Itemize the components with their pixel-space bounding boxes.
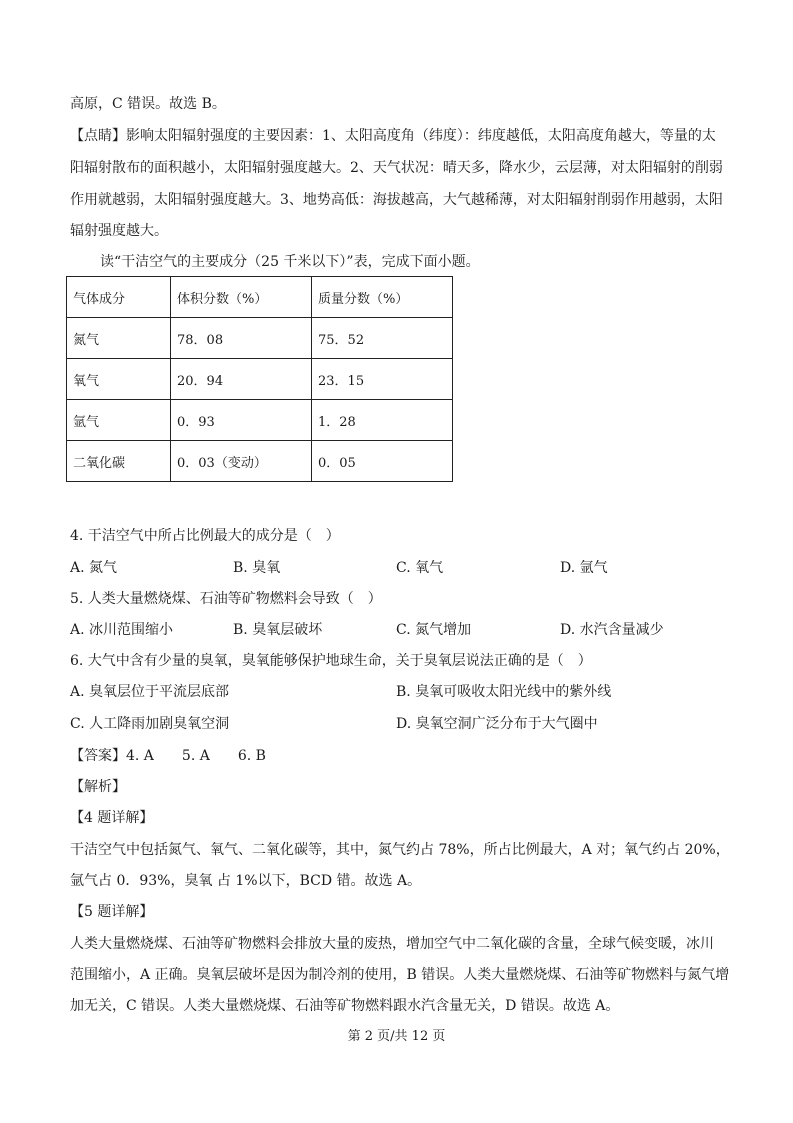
table-row: [67, 318, 453, 359]
q5-option-b: B. 臭氧层破坏: [233, 622, 323, 638]
q5-detail-line-3: 加无关，C 错误。人类大量燃烧煤、石油等矿物燃料跟水汽含量无关，D 错误。故选 A。: [70, 998, 620, 1014]
tip-line-4: 辐射强度越大。: [70, 223, 168, 239]
answer-text: 4. A 5. A 6. B: [126, 748, 266, 764]
table-row: [67, 400, 453, 441]
air-composition-table: [66, 276, 453, 482]
cell-volume: 0．93: [171, 400, 312, 441]
q4-detail-line-1: 干洁空气中包括氮气、氧气、二氧化碳等，其中，氮气约占 78%，所占比例最大，A 对；氧气约占 20%，: [70, 842, 730, 858]
q5-detail-heading: 【5 题详解】: [70, 904, 154, 920]
cell-mass: 0．05: [312, 441, 453, 482]
cell-gas: 氮气: [67, 318, 171, 359]
answer-line: [70, 746, 730, 766]
q6-option-d: D. 臭氧空洞广泛分布于大气圈中: [396, 716, 598, 732]
header-gas: 气体成分: [67, 277, 171, 318]
q5-option-d: D. 水汽含量减少: [560, 622, 664, 638]
analysis-label: 【解析】: [70, 779, 126, 795]
q6-option-b: B. 臭氧可吸收太阳光线中的紫外线: [396, 684, 612, 700]
q5-detail-line-1: 人类大量燃烧煤、石油等矿物燃料会排放大量的废热，增加空气中二氧化碳的含量，全球气候变暖，冰川: [70, 936, 714, 952]
tip-line-1: 【点睛】影响太阳辐射强度的主要因素：1、太阳高度角（纬度）：纬度越低，太阳高度角越大，等量的太: [70, 128, 716, 144]
q4-option-c: C. 氧气: [396, 560, 444, 576]
cell-gas: 二氧化碳: [67, 441, 171, 482]
table-intro: 读“干洁空气的主要成分（25 千米以下）”表，完成下面小题。: [100, 254, 480, 270]
question-5: 5. 人类大量燃烧煤、石油等矿物燃料会导致（ ）: [70, 591, 382, 607]
cell-gas: 氧气: [67, 359, 171, 400]
table-row: [67, 359, 453, 400]
q6-option-c: C. 人工降雨加剧臭氧空洞: [70, 716, 230, 732]
q5-option-a: A. 冰川范围缩小: [70, 622, 174, 638]
intro-line-1: 高原，C 错误。故选 B。: [70, 96, 226, 112]
q5-detail-line-2: 范围缩小，A 正确。臭氧层破坏是因为制冷剂的使用，B 错误。人类大量燃烧煤、石油等矿物燃料与氮气增: [70, 967, 730, 983]
cell-mass: 1．28: [312, 400, 453, 441]
page-footer: 第 2 页/共 12 页: [347, 1029, 446, 1044]
table-header-row: [67, 277, 453, 318]
cell-volume: 78．08: [171, 318, 312, 359]
q4-option-a: A. 氮气: [70, 560, 118, 576]
q4-detail-line-2: 氩气占 0．93%，臭氧 占 1%以下，BCD 错。故选 A。: [70, 873, 422, 889]
cell-gas: 氩气: [67, 400, 171, 441]
q6-option-a: A. 臭氧层位于平流层底部: [70, 684, 230, 700]
cell-mass: 75．52: [312, 318, 453, 359]
cell-volume: 0．03（变动）: [171, 441, 312, 482]
tip-line-3: 作用就越弱，太阳辐射强度越大。3、地势高低：海拔越高，大气越稀薄，对太阳辐射削弱作用越弱，太阳: [70, 192, 723, 208]
q4-option-b: B. 臭氧: [233, 560, 281, 576]
question-4: 4. 干洁空气中所占比例最大的成分是（ ）: [70, 528, 340, 544]
question-6: 6. 大气中含有少量的臭氧，臭氧能够保护地球生命，关于臭氧层说法正确的是（ ）: [70, 653, 592, 669]
answer-label: 【答案】: [70, 748, 126, 764]
cell-mass: 23．15: [312, 359, 453, 400]
tip-line-2: 阳辐射散布的面积越小，太阳辐射强度越大。2、天气状况：晴天多，降水少，云层薄，对太阳辐射的削弱: [70, 160, 723, 176]
q5-option-c: C. 氮气增加: [396, 622, 472, 638]
header-volume: 体积分数（%）: [171, 277, 312, 318]
cell-volume: 20．94: [171, 359, 312, 400]
table-row: [67, 441, 453, 482]
q4-option-d: D. 氩气: [560, 560, 608, 576]
header-mass: 质量分数（%）: [312, 277, 453, 318]
q4-detail-heading: 【4 题详解】: [70, 810, 154, 826]
